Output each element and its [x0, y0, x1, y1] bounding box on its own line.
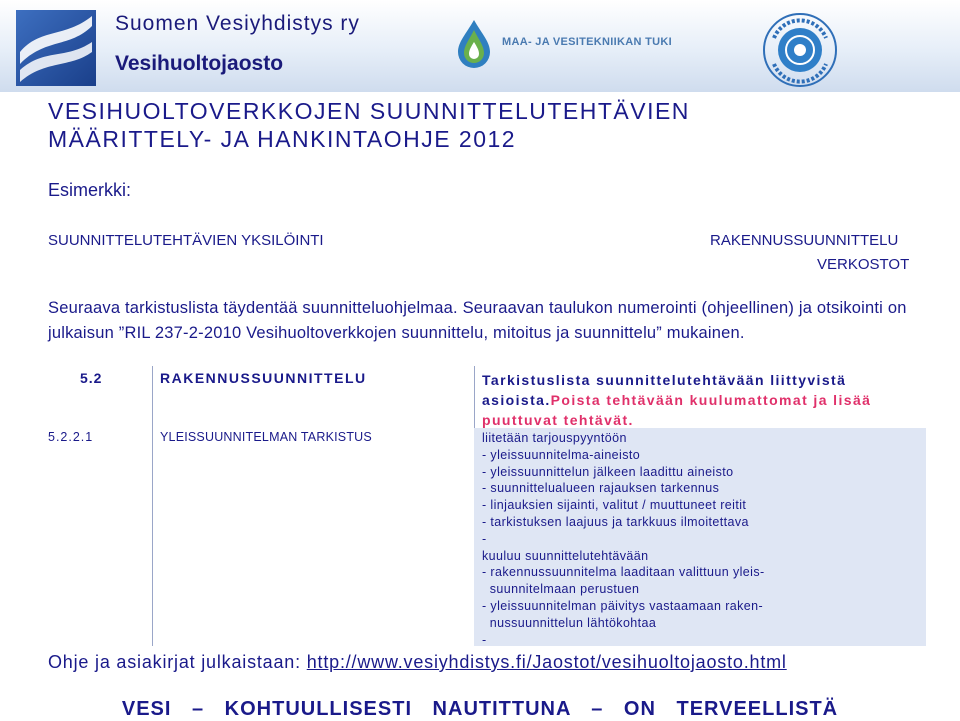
head-desc-text: Tarkistuslista suunnittelutehtävään liittyvistä asioista. [482, 372, 847, 408]
vesiyhdistys-logo-icon [10, 8, 102, 88]
list-item: kuuluu suunnittelutehtävään [482, 548, 649, 563]
table-head-title: RAKENNUSSUUNNITTELU [160, 370, 367, 386]
org-name: Suomen Vesiyhdistys ry [115, 12, 360, 35]
list-item: - [482, 531, 487, 546]
footer-url-link[interactable]: http://www.vesiyhdistys.fi/Jaostot/vesihuoltojaosto.html [306, 652, 787, 672]
maa-ja-vesitekniikan-tuki-logo [452, 16, 677, 70]
list-item: - rakennussuunnitelma laaditaan valittuun yleis- [482, 565, 765, 580]
head-desc-red-text: Poista tehtävään kuulumattomat ja lisää puuttuvat tehtävät. [482, 392, 872, 428]
footer-prefix: Ohje ja asiakirjat julkaistaan: [48, 652, 307, 672]
kehittamisrahasto-logo-icon [760, 8, 840, 92]
table-head-description [482, 370, 922, 430]
list-item: suunnitelmaan perustuen [482, 582, 640, 597]
list-item: - suunnittelualueen rajauksen tarkennus [482, 481, 720, 496]
footer-slogan: VESI – KOHTUULLISESTI NAUTITTUNA – ON TERVEELLISTÄ [121, 698, 839, 720]
logo-mid-text: MAA- JA VESITEKNIIKAN TUKI [502, 36, 672, 48]
dept-name: Vesihuoltojaosto [115, 52, 284, 75]
table-row-title: YLEISSUUNNITELMAN TARKISTUS [160, 430, 372, 444]
list-item: - [482, 632, 487, 647]
list-item: - yleissuunnitelma-aineisto [482, 447, 641, 462]
list-item: - yleissuunnitelman päivitys vastaamaan raken- [482, 598, 764, 613]
page-title-line2: MÄÄRITTELY- JA HANKINTAOHJE 2012 [48, 126, 517, 152]
label-networks: VERKOSTOT [817, 256, 910, 273]
water-drop-icon [452, 16, 496, 70]
list-item: - yleissuunnittelun jälkeen laadittu aineisto [482, 464, 734, 479]
list-item: - tarkistuksen laajuus ja tarkkuus ilmoitettava [482, 514, 749, 529]
list-item: liitetään tarjouspyyntöön [482, 431, 627, 445]
list-item: - linjauksien sijainti, valitut / muuttuneet reitit [482, 498, 747, 513]
intro-paragraph: Seuraava tarkistuslista täydentää suunnitteluohjelmaa. Seuraavan taulukon numerointi (ohjeellinen) ja otsikointi on julkaisun ”RIL 237-2-2010 Vesihuoltoverkkojen suunnittelu, mitoitus ja suunnittelu” mukainen. [48, 299, 907, 342]
footer-publication-line [48, 652, 787, 673]
table-row-items [482, 430, 922, 648]
list-item: nussuunnittelun lähtökohtaa [482, 615, 657, 630]
example-label: Esimerkki: [48, 180, 132, 200]
table-head-number: 5.2 [80, 370, 103, 386]
label-construction-design: RAKENNUSSUUNNITTELU [710, 232, 899, 249]
table-row-number: 5.2.2.1 [48, 430, 94, 444]
table-divider [152, 366, 153, 646]
label-task-identification: SUUNNITTELUTEHTÄVIEN YKSILÖINTI [48, 232, 324, 249]
page-title-line1: VESIHUOLTOVERKKOJEN SUUNNITTELUTEHTÄVIEN [48, 98, 690, 124]
